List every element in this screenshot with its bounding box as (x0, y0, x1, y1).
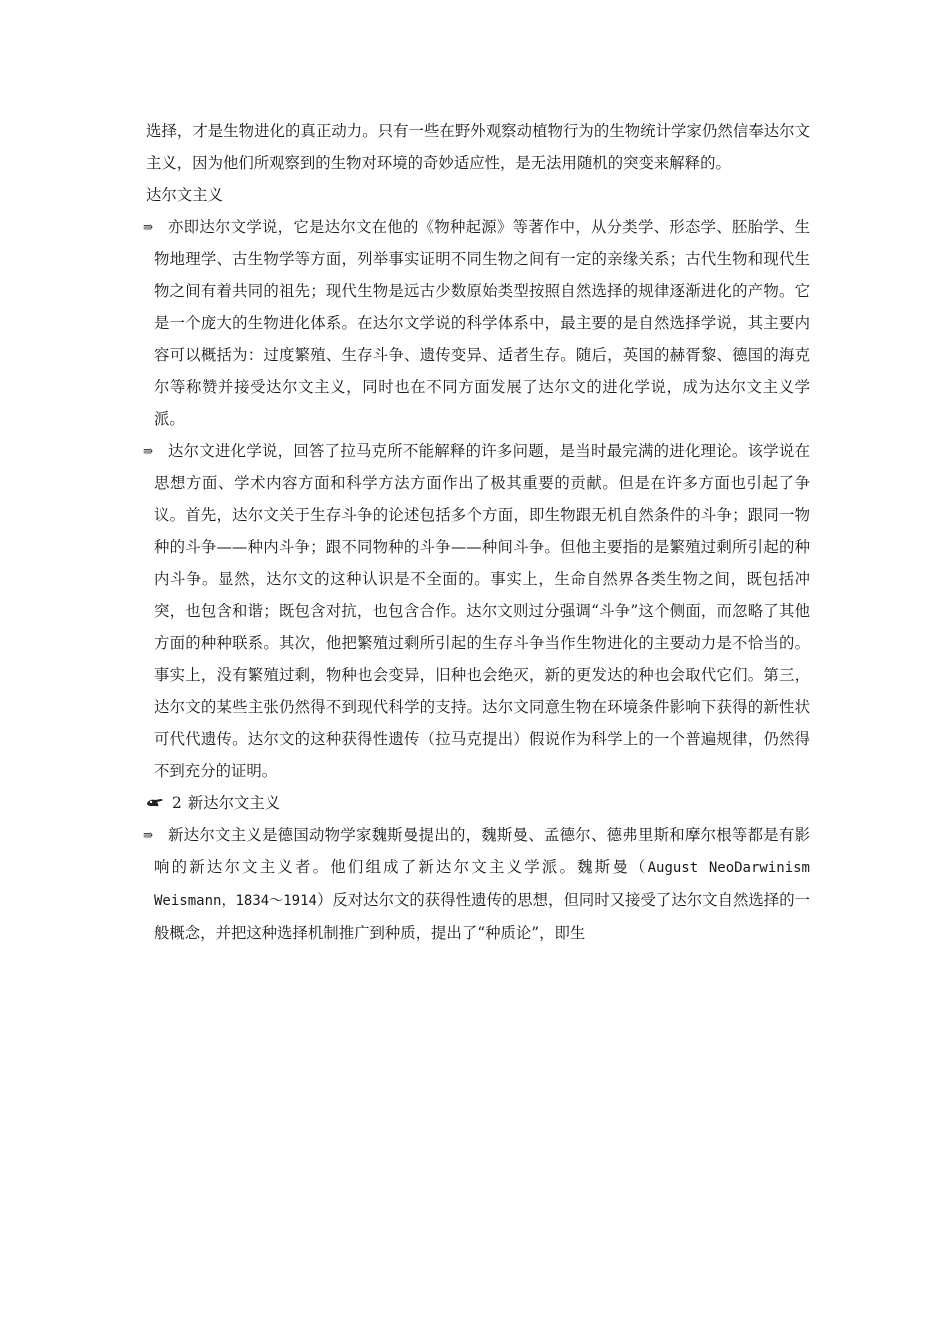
bullet-text-1: 亦即达尔文学说，它是达尔文在他的《物种起源》等著作中，从分类学、形态学、胚胎学、生物地理学、古生物学等方面，列举事实证明不同生物之间有一定的亲缘关系；古代生物和现代生物之间有着共同的祖先；现代生物是远古少数原始类型按照自然选择的规律逐渐进化的产物。它是一个庞大的生物进化体系。在达尔文学说的科学体系中，最主要的是自然选择学说，其主要内容可以概括为：过度繁殖、生存斗争、遗传变异、适者生存。随后，英国的赫胥黎、德国的海克尔等称赞并接受达尔文主义，同时也在不同方面发展了达尔文的进化学说，成为达尔文主义学派。 (154, 218, 810, 428)
hand-pointer-icon (146, 795, 164, 809)
bullet-text-3 (146, 819, 810, 949)
bullet-text-2: 达尔文进化学说，回答了拉马克所不能解释的许多问题，是当时最完满的进化理论。该学说在思想方面、学术内容方面和科学方法方面作出了极其重要的贡献。但是在许多方面也引起了争议。首先，达尔文关于生存斗争的论述包括多个方面，即生物跟无机自然条件的斗争；跟同一物种的斗争——种内斗争；跟不同物种的斗争——种间斗争。但他主要指的是繁殖过剩所引起的种内斗争。显然，达尔文的这种认识是不全面的。事实上，生命自然界各类生物之间，既包括冲突，也包含和谐；既包含对抗，也包含合作。达尔文则过分强调“斗争”这个侧面，而忽略了其他方面的种种联系。其次，他把繁殖过剩所引起的生存斗争当作生物进化的主要动力是不恰当的。事实上，没有繁殖过剩，物种也会变异，旧种也会绝灭，新的更发达的种也会取代它们。第三，达尔文的某些主张仍然得不到现代科学的支持。达尔文同意生物在环境条件影响下获得的新性状可代代遗传。达尔文的这种获得性遗传（拉马克提出）假说作为科学上的一个普遍规律，仍然得不到充分的证明。 (154, 442, 810, 780)
section-title: 新达尔文主义 (187, 794, 281, 812)
text-column (143, 115, 810, 949)
bullet-text-3-part2: ）反对达尔文的获得性遗传的思想，但同时又接受了达尔文自然选择的一般概念，并把这种选择机制推广到种质，提出了“种质论”，即生 (154, 891, 810, 942)
bullet-text-3-part1: 新达尔文主义是德国动物学家魏斯曼提出的，魏斯曼、孟德尔、德弗里斯和摩尔根等都是有影响的新达尔文主义者。他们组成了新达尔文主义学派。魏斯曼（ (154, 826, 810, 876)
section-number: 2 (172, 794, 182, 812)
intro-paragraph: 选择，才是生物进化的真正动力。只有一些在野外观察动植物行为的生物统计学家仍然信奉达尔文主义，因为他们所观察到的生物对环境的奇妙适应性，是无法用随机的突变来解释的。 (146, 122, 810, 172)
section-heading-neodarwinism (146, 787, 810, 819)
bullet-paragraph-1 (143, 211, 810, 435)
bullet-paragraph-2 (143, 435, 810, 787)
bullet-paragraph-3 (143, 819, 810, 949)
double-arrow-bullet-icon: ⇛ (143, 220, 154, 234)
section-heading-darwinism: 达尔文主义 (146, 186, 223, 204)
latin-name-span: August NeoDarwinism Weismann，1834～1914 (154, 860, 810, 909)
double-arrow-bullet-icon: ⇛ (143, 828, 154, 842)
double-arrow-bullet-icon: ⇛ (143, 444, 154, 458)
